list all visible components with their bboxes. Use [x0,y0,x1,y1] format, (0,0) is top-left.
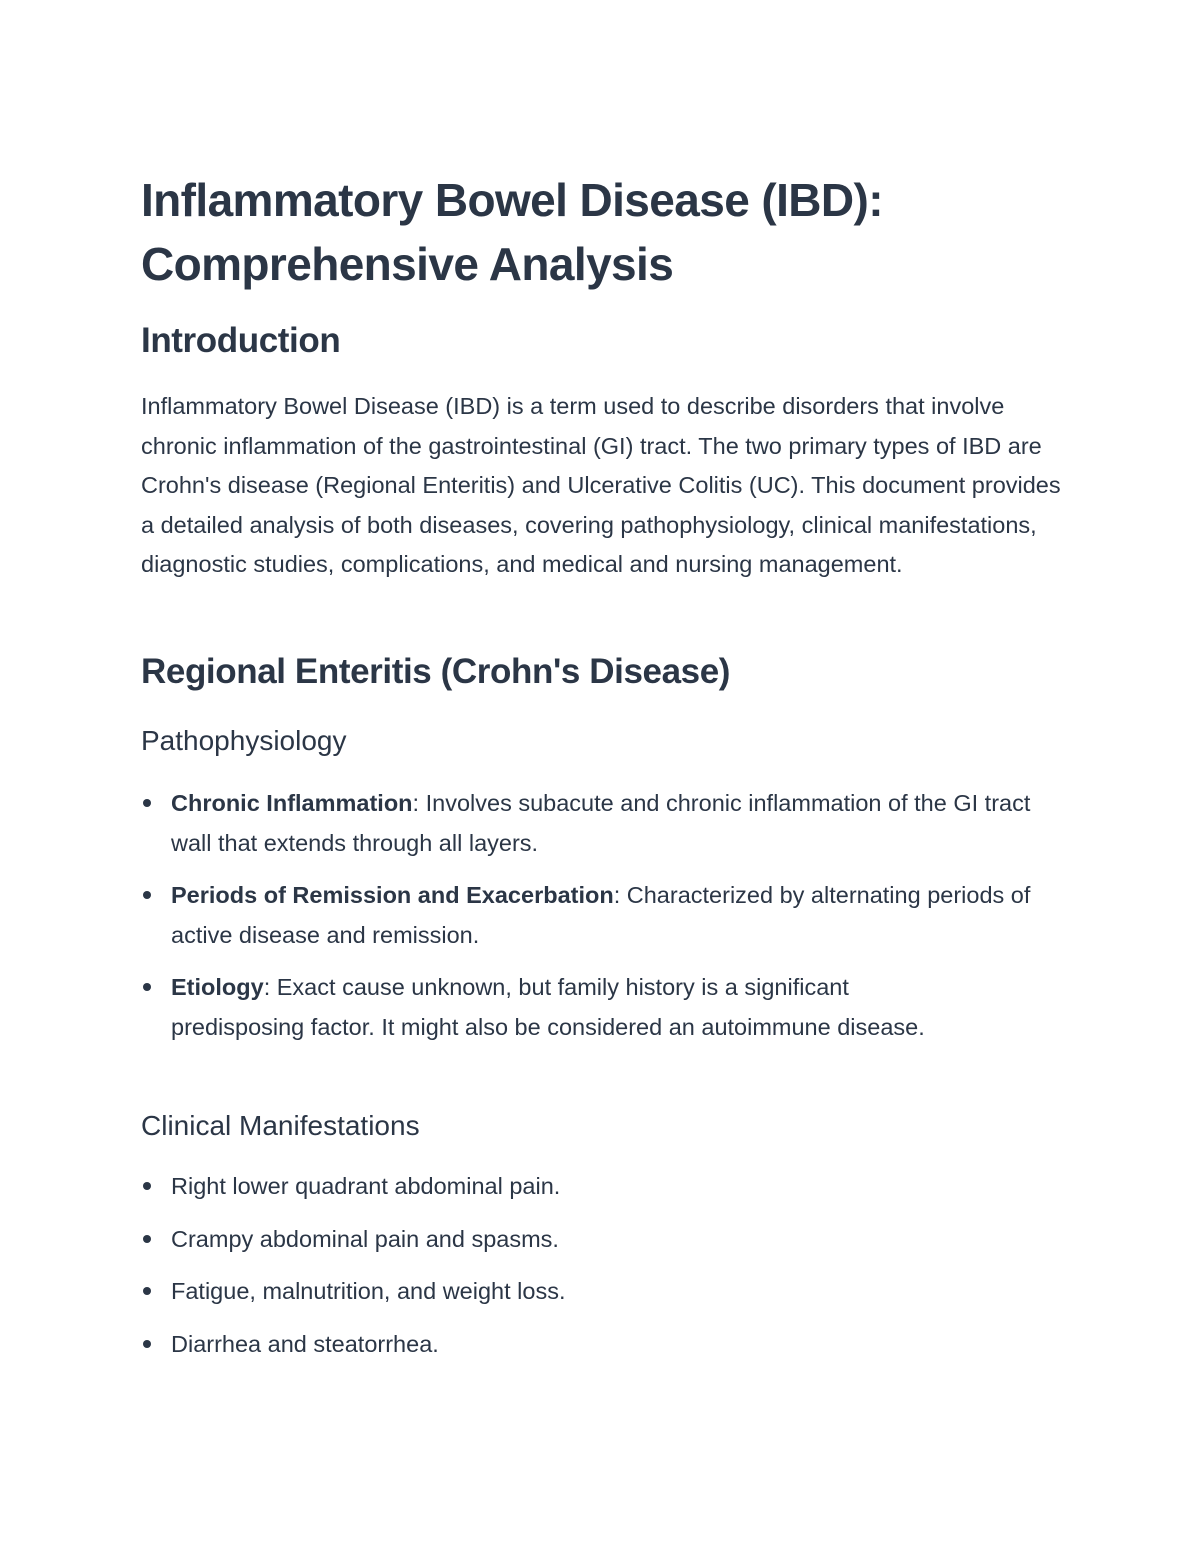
list-item [141,1219,1051,1259]
section-heading-crohns: Regional Enteritis (Crohn's Disease) [141,652,731,691]
bullet-icon [143,1182,151,1190]
subheading-pathophysiology: Pathophysiology [141,725,347,756]
bullet-icon [143,983,151,991]
list-item-text: Crampy abdominal pain and spasms. [171,1225,559,1252]
introduction-paragraph: Inflammatory Bowel Disease (IBD) is a term used to describe disorders that involve chronic inflammation of the gastrointestinal (GI) tract. The two primary types of IBD are Crohn's disease (Regional Enteritis) and Ulcerative Colitis (UC). This document provides a detailed analysis of both diseases, covering pathophysiology, clinical manifestations, diagnostic studies, complications, and medical and nursing management. [141,393,1061,578]
list-item [141,1271,1051,1311]
list-item [141,967,1051,1047]
bullet-icon [143,799,151,807]
bullet-icon [143,1235,151,1243]
list-item-text: Right lower quadrant abdominal pain. [171,1173,561,1199]
list-item-text: : Involves subacute and chronic inflammation of the GI tract wall that extends through all layers. [171,790,1031,856]
list-item-text: Diarrhea and steatorrhea. [171,1330,439,1357]
section-heading-introduction: Introduction [141,321,341,360]
list-item-text: : Characterized by alternating periods of active disease and remission. [171,882,1031,948]
list-item-term: Periods of Remission and Exacerbation [171,882,614,908]
list-item [141,783,1051,863]
list-item-term: Chronic Inflammation [171,790,413,816]
bullet-icon [143,891,151,899]
clinical-manifestations-list [141,1166,1051,1376]
bullet-icon [143,1287,151,1295]
list-item [141,1324,1051,1364]
list-item [141,1166,1051,1206]
list-item-text: : Exact cause unknown, but family history is a significant predisposing factor. It might also be considered an autoimmune disease. [171,974,925,1040]
subheading-clinical-manifestations: Clinical Manifestations [141,1110,420,1141]
list-item [141,875,1051,955]
list-item-text: Fatigue, malnutrition, and weight loss. [171,1278,566,1304]
bullet-icon [143,1340,151,1348]
document-title: Inflammatory Bowel Disease (IBD): Comprehensive Analysis [141,174,883,290]
pathophysiology-list [141,783,1051,1059]
list-item-term: Etiology [171,974,264,1000]
